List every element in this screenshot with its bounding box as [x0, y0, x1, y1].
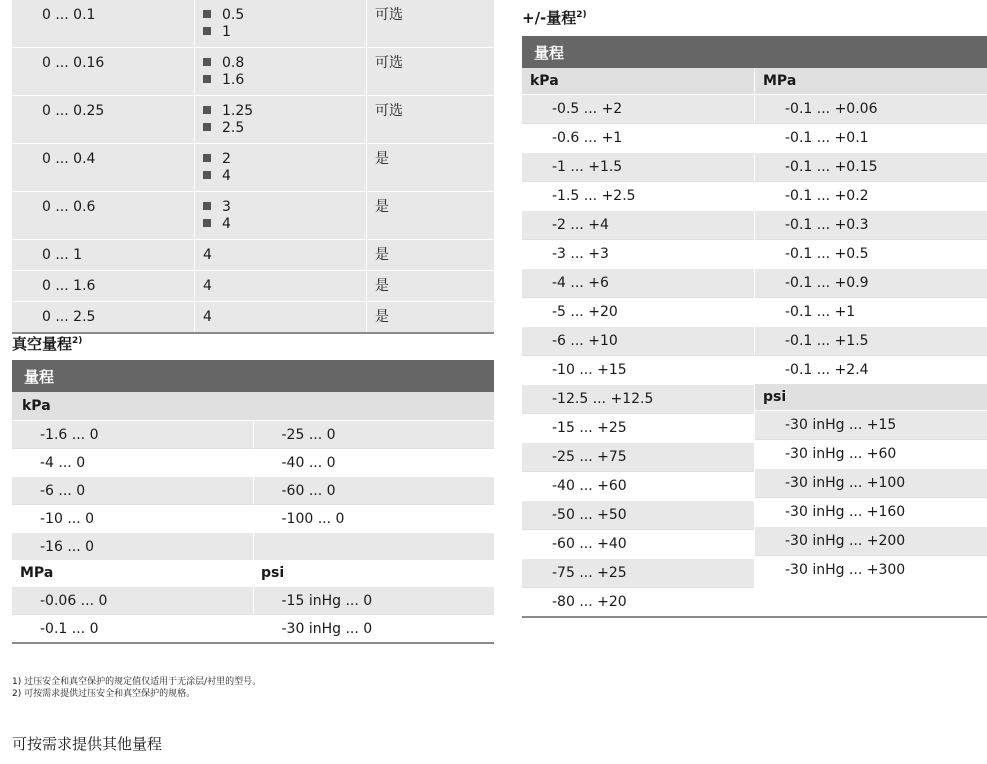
table-row — [12, 48, 494, 96]
option-cell: 是 — [367, 240, 495, 271]
kpa-range-cell: -5 ... +20 — [522, 297, 754, 326]
overload-value: 4 — [203, 309, 212, 325]
footnote-2: 2) 可按需求提供过压安全和真空保护的规格。 — [12, 689, 196, 699]
overload-cell — [195, 144, 367, 192]
overload-value-line — [203, 168, 358, 185]
vacuum-range-title — [12, 333, 82, 354]
vacuum-subheader — [12, 560, 494, 586]
range-cell: 0 ... 0.4 — [12, 144, 195, 192]
table-row — [12, 448, 494, 476]
kpa-range-cell: -40 ... +60 — [522, 471, 754, 500]
psi-range-cell: -30 inHg ... +15 — [755, 410, 987, 439]
overload-value-line — [203, 103, 358, 120]
plusminus-range-title — [522, 7, 587, 28]
kpa-range-cell: -3 ... +3 — [522, 239, 754, 268]
plusminus-kpa-column — [522, 68, 754, 616]
range-cell: 0 ... 1 — [12, 240, 195, 271]
vacuum-unit-mpa: MPa — [20, 565, 54, 581]
mpa-range-cell: -0.1 ... +0.06 — [755, 94, 987, 123]
overload-cell — [195, 302, 367, 334]
mpa-range-cell: -0.1 ... +1 — [755, 297, 987, 326]
range-cell: -1.6 ... 0 — [12, 420, 253, 448]
option-cell: 是 — [367, 144, 495, 192]
kpa-range-cell: -4 ... +6 — [522, 268, 754, 297]
kpa-range-cell: -10 ... +15 — [522, 355, 754, 384]
mpa-range-cell: -0.1 ... +0.1 — [755, 123, 987, 152]
overload-value: 4 — [222, 216, 231, 232]
range-cell: 0 ... 0.6 — [12, 192, 195, 240]
table-row — [12, 240, 494, 271]
overload-cell — [195, 0, 367, 48]
kpa-range-cell: -12.5 ... +12.5 — [522, 384, 754, 413]
psi-range-cell: -30 inHg ... +160 — [755, 497, 987, 526]
vacuum-unit-kpa: kPa — [12, 392, 494, 420]
overload-cell — [195, 96, 367, 144]
range-cell: -0.06 ... 0 — [12, 586, 253, 614]
psi-range-cell: -30 inHg ... +200 — [755, 526, 987, 555]
plusminus-unit-psi: psi — [755, 384, 987, 410]
square-bullet-icon — [203, 106, 211, 114]
plusminus-title-sup: 2) — [576, 10, 587, 20]
square-bullet-icon — [203, 123, 211, 131]
overload-value-line — [203, 7, 358, 24]
overload-value-line — [203, 216, 358, 233]
vacuum-unit-psi: psi — [261, 565, 285, 581]
range-cell: 0 ... 1.6 — [12, 271, 195, 302]
square-bullet-icon — [203, 154, 211, 162]
square-bullet-icon — [203, 202, 211, 210]
psi-range-cell: -30 inHg ... +60 — [755, 439, 987, 468]
table-row — [12, 302, 494, 334]
range-cell: -25 ... 0 — [253, 420, 495, 448]
option-cell: 是 — [367, 271, 495, 302]
table-row — [12, 586, 494, 614]
overload-value: 2.5 — [222, 120, 245, 136]
option-cell: 可选 — [367, 0, 495, 48]
kpa-range-cell: -1 ... +1.5 — [522, 152, 754, 181]
overload-value: 1.25 — [222, 103, 254, 119]
kpa-range-cell: -50 ... +50 — [522, 500, 754, 529]
square-bullet-icon — [203, 75, 211, 83]
overload-range-table — [12, 0, 494, 334]
kpa-range-cell: -75 ... +25 — [522, 558, 754, 587]
plusminus-range-table — [522, 36, 987, 618]
square-bullet-icon — [203, 171, 211, 179]
range-cell: -30 inHg ... 0 — [253, 614, 495, 642]
psi-range-cell: -30 inHg ... +100 — [755, 468, 987, 497]
square-bullet-icon — [203, 10, 211, 18]
range-cell: -60 ... 0 — [253, 476, 495, 504]
range-cell: -10 ... 0 — [12, 504, 253, 532]
table-row — [12, 532, 494, 560]
table-row — [12, 476, 494, 504]
plusminus-unit-kpa: kPa — [522, 68, 754, 94]
vacuum-range-table — [12, 360, 494, 644]
table-row — [12, 271, 494, 302]
kpa-range-cell: -6 ... +10 — [522, 326, 754, 355]
overload-value: 4 — [203, 278, 212, 294]
kpa-range-cell: -80 ... +20 — [522, 587, 754, 616]
plusminus-unit-mpa: MPa — [755, 68, 987, 94]
kpa-range-cell: -1.5 ... +2.5 — [522, 181, 754, 210]
range-cell: -4 ... 0 — [12, 448, 253, 476]
range-cell: 0 ... 0.16 — [12, 48, 195, 96]
range-cell: -40 ... 0 — [253, 448, 495, 476]
table-row — [12, 504, 494, 532]
range-cell: -6 ... 0 — [12, 476, 253, 504]
plusminus-mpa-psi-column — [754, 68, 987, 616]
option-cell: 可选 — [367, 96, 495, 144]
overload-value: 4 — [222, 168, 231, 184]
range-cell: 0 ... 0.25 — [12, 96, 195, 144]
mpa-range-cell: -0.1 ... +0.2 — [755, 181, 987, 210]
overload-value: 1.6 — [222, 72, 245, 88]
overload-value: 3 — [222, 199, 231, 215]
plusminus-table-header: 量程 — [522, 36, 987, 68]
overload-value-line — [203, 199, 358, 216]
overload-value: 2 — [222, 151, 231, 167]
overload-cell — [195, 271, 367, 302]
overload-value-line — [203, 55, 358, 72]
overload-value-line — [203, 120, 358, 137]
table-row — [12, 192, 494, 240]
footnote-1: 1) 过压安全和真空保护的规定值仅适用于无涂层/衬里的型号。 — [12, 677, 262, 687]
overload-value-line — [203, 24, 358, 41]
range-cell: -15 inHg ... 0 — [253, 586, 495, 614]
range-cell: -100 ... 0 — [253, 504, 495, 532]
vacuum-table-header: 量程 — [12, 360, 494, 392]
overload-value-line — [203, 72, 358, 89]
square-bullet-icon — [203, 58, 211, 66]
range-cell — [253, 532, 495, 560]
overload-value: 0.8 — [222, 55, 245, 71]
psi-range-cell: -30 inHg ... +300 — [755, 555, 987, 584]
option-cell: 是 — [367, 302, 495, 334]
range-cell: -0.1 ... 0 — [12, 614, 253, 642]
table-row — [12, 614, 494, 642]
mpa-range-cell: -0.1 ... +0.5 — [755, 239, 987, 268]
kpa-range-cell: -25 ... +75 — [522, 442, 754, 471]
mpa-range-cell: -0.1 ... +0.15 — [755, 152, 987, 181]
kpa-range-cell: -0.6 ... +1 — [522, 123, 754, 152]
range-cell: 0 ... 0.1 — [12, 0, 195, 48]
square-bullet-icon — [203, 219, 211, 227]
mpa-range-cell: -0.1 ... +0.9 — [755, 268, 987, 297]
kpa-range-cell: -15 ... +25 — [522, 413, 754, 442]
overload-cell — [195, 192, 367, 240]
overload-value: 4 — [203, 247, 212, 263]
overload-value: 1 — [222, 24, 231, 40]
vacuum-title-text: 真空量程 — [12, 335, 73, 353]
mpa-range-cell: -0.1 ... +2.4 — [755, 355, 987, 384]
option-cell: 可选 — [367, 48, 495, 96]
table-row — [12, 144, 494, 192]
kpa-range-cell: -60 ... +40 — [522, 529, 754, 558]
kpa-range-cell: -2 ... +4 — [522, 210, 754, 239]
more-ranges-note: 可按需求提供其他量程 — [12, 735, 163, 753]
table-row — [12, 96, 494, 144]
table-row — [12, 0, 494, 48]
mpa-range-cell: -0.1 ... +1.5 — [755, 326, 987, 355]
overload-cell — [195, 48, 367, 96]
overload-value: 0.5 — [222, 7, 245, 23]
plusminus-title-text: +/-量程 — [522, 9, 577, 27]
option-cell: 是 — [367, 192, 495, 240]
vacuum-title-sup: 2) — [72, 336, 83, 346]
range-cell: -16 ... 0 — [12, 532, 253, 560]
overload-value-line — [203, 151, 358, 168]
range-cell: 0 ... 2.5 — [12, 302, 195, 334]
overload-cell — [195, 240, 367, 271]
table-row — [12, 420, 494, 448]
mpa-range-cell: -0.1 ... +0.3 — [755, 210, 987, 239]
kpa-range-cell: -0.5 ... +2 — [522, 94, 754, 123]
square-bullet-icon — [203, 27, 211, 35]
